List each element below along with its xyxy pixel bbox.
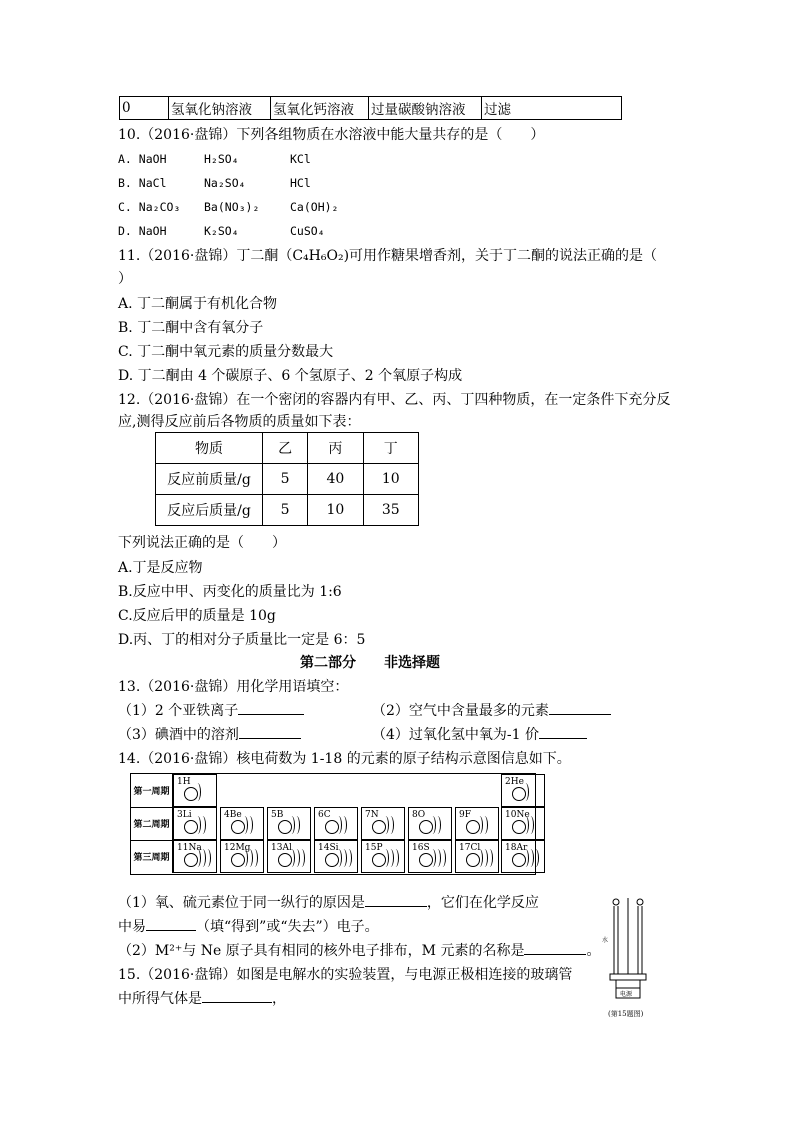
q13-item-1: （1）2 个亚铁离子 (118, 700, 304, 720)
element-cell: 6C (314, 807, 358, 840)
element-cell: 10Ne (501, 807, 545, 840)
q12-stem: 12.（2016·盘锦）在一个密闭的容器内有甲、乙、丙、丁四种物质，在一定条件下充分反 (118, 392, 671, 408)
table-cell: 过量碳酸钠溶液 (369, 97, 482, 120)
q14-stem: 14.（2016·盘锦）核电荷数为 1-18 的元素的原子结构示意图信息如下。 (118, 751, 571, 767)
top-table (119, 96, 622, 120)
element-cell: 3Li (173, 807, 217, 840)
answer-blank[interactable] (549, 713, 611, 715)
shell-icon (392, 849, 399, 867)
q11-stem: 11.（2016·盘锦）丁二酮（C₄H₆O₂)可用作糖果增香剂，关于丁二酮的说法正确的是（ (118, 248, 658, 264)
element-cell: 16S (408, 840, 452, 873)
shell-icon (251, 849, 258, 867)
q10-option-c: C. Na₂CO₃ Ba(NO₃)₂ Ca(OH)₂ (118, 200, 339, 214)
table-header: 丁 (363, 433, 418, 464)
q12-option-b: B.反应中甲、丙变化的质量比为 1:6 (118, 584, 342, 600)
q11-option-d: D. 丁二酮由 4 个碳原子、6 个氢原子、2 个氧原子构成 (118, 368, 463, 384)
shell-icon (204, 849, 211, 867)
q15-stem: 15.（2016·盘锦）如图是电解水的实验装置，与电源正极相连接的玻璃管 (118, 967, 573, 983)
element-cell: 9F (455, 807, 499, 840)
table-cell: 0 (120, 97, 169, 120)
figure-water-label: 水 (602, 937, 609, 944)
q10-option-b: B. NaCl Na₂SO₄ HCl (118, 176, 311, 190)
element-cell: 2He (501, 774, 545, 807)
shell-icon (340, 816, 347, 834)
section-heading: 第二部分 非选择题 (300, 655, 440, 671)
period-label: 第三周期 (131, 840, 173, 873)
q11-stem-cont: ） (118, 271, 132, 287)
apparatus-base (610, 974, 646, 980)
figure-power-label: 电源 (620, 991, 633, 998)
table-row (156, 433, 419, 464)
q12-prompt: 下列说法正确的是（ ） (118, 535, 286, 551)
element-cell: 14Si (314, 840, 358, 873)
table-cell: 氢氧化钠溶液 (169, 97, 271, 120)
q12-stem-cont: 应,测得反应前后各物质的质量如下表： (118, 414, 361, 430)
table-cell: 10 (363, 464, 418, 495)
shell-icon (199, 816, 206, 834)
table-cell: 反应后质量/g (156, 495, 263, 526)
q15-cont: 中所得气体是 ， (118, 991, 286, 1007)
q11-option-c: C. 丁二酮中氧元素的质量分数最大 (118, 344, 334, 360)
periodic-table-figure (130, 773, 536, 875)
table-row (156, 464, 419, 495)
period-label: 第一周期 (131, 774, 173, 808)
q14-sub1: （1）氧、硫元素位于同一纵行的原因是 ，它们在化学反应 (118, 895, 539, 911)
table-cell: 10 (308, 495, 363, 526)
table-cell: 5 (263, 464, 308, 495)
q13-item-2: （2）空气中含量最多的元素 (372, 700, 611, 720)
q11-option-b: B. 丁二酮中含有氧分子 (118, 320, 264, 336)
q12-option-d: D.丙、丁的相对分子质量比一定是 6：5 (118, 632, 366, 648)
q12-option-c: C.反应后甲的质量是 10g (118, 608, 276, 624)
q13-stem: 13.（2016·盘锦）用化学用语填空： (118, 679, 349, 695)
table-header: 丙 (308, 433, 363, 464)
element-cell: 13Al (267, 840, 311, 873)
q13-item-3: （3）碘酒中的溶剂 (118, 724, 301, 744)
shell-icon (387, 816, 394, 834)
element-cell: 4Be (220, 807, 264, 840)
element-cell: 17Cl (455, 840, 499, 873)
q14-sub2: （2）M²⁺与 Ne 原子具有相同的核外电子排布，M 元素的名称是 。 (118, 943, 601, 959)
table-row (156, 495, 419, 526)
table-header: 物质 (156, 433, 263, 464)
shell-icon (293, 816, 300, 834)
q14-sub1-cont: 中易 （填“得到”或“失去”）电子。 (118, 919, 379, 935)
electrolysis-apparatus-figure (600, 892, 660, 1022)
valve-icon (637, 899, 643, 905)
q10-option-d: D. NaOH K₂SO₄ CuSO₄ (118, 224, 325, 238)
table-cell: 氢氧化钙溶液 (271, 97, 369, 120)
shell-icon (298, 849, 305, 867)
element-cell: 18Ar (501, 840, 545, 873)
q10-option-a: A. NaOH H₂SO₄ KCl (118, 152, 311, 166)
table-cell: 35 (363, 495, 418, 526)
q11-option-a: A. 丁二酮属于有机化合物 (118, 296, 278, 312)
shell-icon (522, 783, 529, 801)
answer-blank[interactable] (202, 1001, 272, 1003)
valve-icon (613, 899, 619, 905)
q13-item-4: （4）过氧化氢中氧为-1 价 (372, 724, 587, 744)
shell-icon (527, 816, 534, 834)
table-header: 乙 (263, 433, 308, 464)
shell-icon (439, 849, 446, 867)
answer-blank[interactable] (146, 929, 196, 931)
table-cell: 40 (308, 464, 363, 495)
shell-icon (481, 816, 488, 834)
element-cell: 15P (361, 840, 405, 873)
element-cell: 8O (408, 807, 452, 840)
shell-icon (486, 849, 493, 867)
answer-blank[interactable] (539, 737, 587, 739)
answer-blank[interactable] (365, 905, 427, 907)
period-label: 第二周期 (131, 807, 173, 841)
q12-option-a: A.丁是反应物 (118, 560, 203, 576)
answer-blank[interactable] (524, 953, 586, 955)
q10-stem: 10.（2016·盘锦）下列各组物质在水溶液中能大量共存的是（ ） (118, 127, 545, 143)
table-cell: 反应前质量/g (156, 464, 263, 495)
table-cell: 5 (263, 495, 308, 526)
shell-icon (246, 816, 253, 834)
shell-icon (532, 849, 539, 867)
element-cell: 11Na (173, 840, 217, 873)
mass-table (155, 432, 419, 526)
shell-icon (194, 783, 201, 801)
element-cell: 1H (173, 774, 217, 807)
element-cell: 7N (361, 807, 405, 840)
element-cell: 12Mg (220, 840, 264, 873)
shell-icon (434, 816, 441, 834)
answer-blank[interactable] (238, 713, 304, 715)
answer-blank[interactable] (239, 737, 301, 739)
table-cell: 过滤 (482, 97, 622, 120)
shell-icon (345, 849, 352, 867)
table-row (120, 97, 622, 120)
figure-caption: (第15题图) (608, 1010, 644, 1018)
element-cell: 5B (267, 807, 311, 840)
